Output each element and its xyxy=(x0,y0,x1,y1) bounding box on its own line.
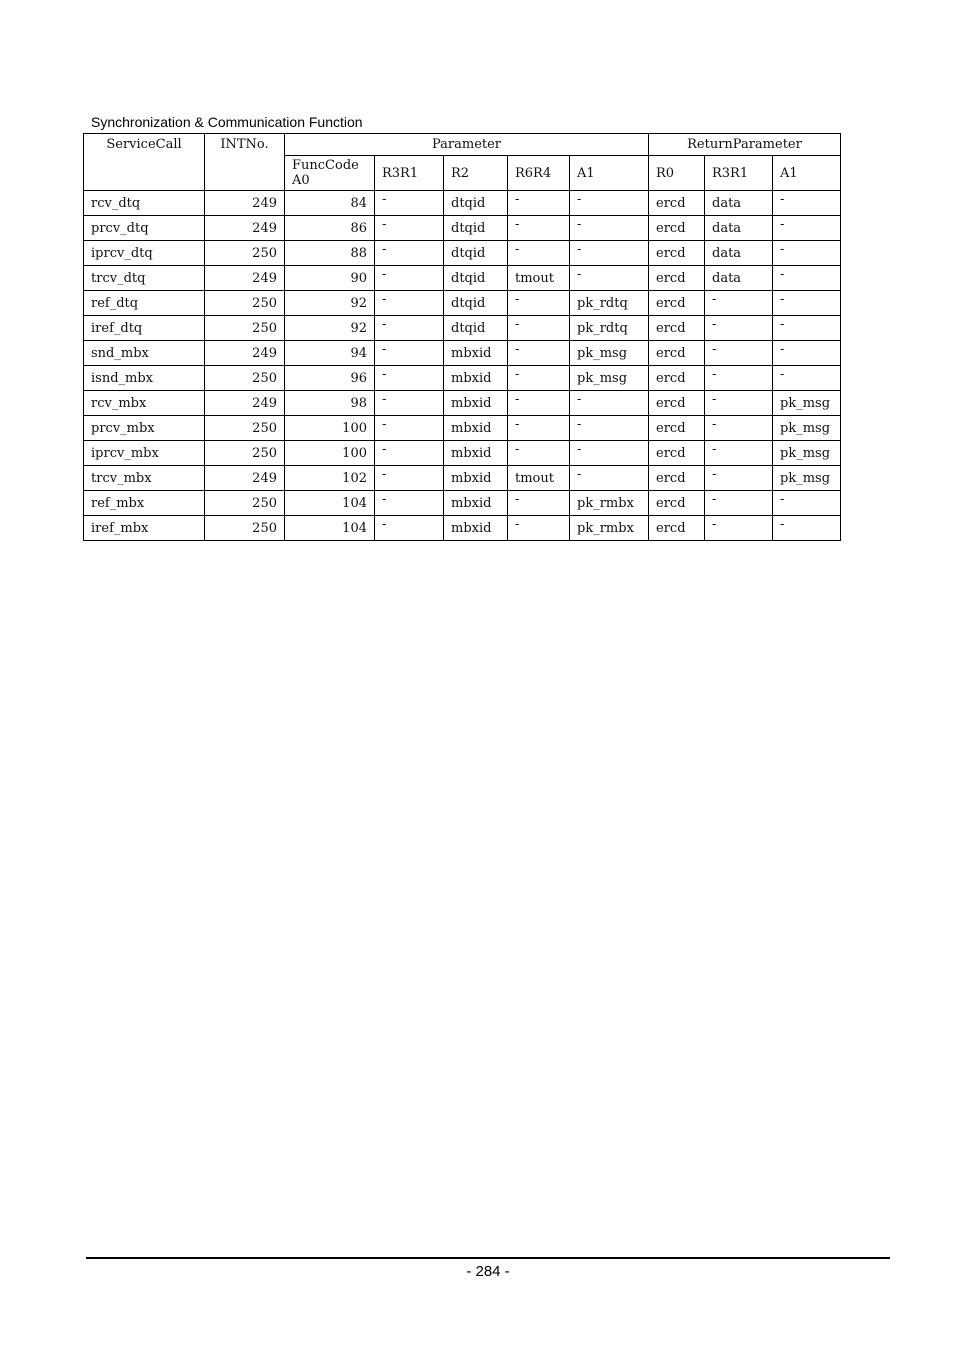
cell-return-a1: pk_msg xyxy=(773,391,841,416)
table-row xyxy=(84,316,841,341)
cell-int-no: 249 xyxy=(205,266,285,291)
cell-funccode: 100 xyxy=(285,416,375,441)
cell-a1: pk_msg xyxy=(570,341,649,366)
cell-return-a1: - xyxy=(773,191,841,216)
cell-funccode: 102 xyxy=(285,466,375,491)
cell-return-a1: pk_msg xyxy=(773,416,841,441)
cell-r3r1: - xyxy=(375,216,444,241)
header-service-call: ServiceCall xyxy=(84,134,205,191)
cell-r3r1: - xyxy=(375,391,444,416)
table-row xyxy=(84,416,841,441)
cell-a1: - xyxy=(570,391,649,416)
cell-service-call: ref_dtq xyxy=(84,291,205,316)
header-row-groups xyxy=(84,134,841,156)
cell-r0: ercd xyxy=(649,291,705,316)
table-row xyxy=(84,291,841,316)
cell-return-a1: - xyxy=(773,241,841,266)
cell-int-no: 249 xyxy=(205,191,285,216)
cell-service-call: iprcv_mbx xyxy=(84,441,205,466)
cell-r6r4: - xyxy=(508,441,570,466)
header-return-parameter-group: ReturnParameter xyxy=(649,134,841,156)
cell-service-call: ref_mbx xyxy=(84,491,205,516)
cell-r3r1: - xyxy=(375,516,444,541)
cell-funccode: 104 xyxy=(285,491,375,516)
cell-int-no: 250 xyxy=(205,491,285,516)
table-row xyxy=(84,216,841,241)
cell-funccode: 98 xyxy=(285,391,375,416)
cell-int-no: 249 xyxy=(205,216,285,241)
cell-r3r1: - xyxy=(375,441,444,466)
cell-int-no: 249 xyxy=(205,391,285,416)
cell-r6r4: - xyxy=(508,366,570,391)
cell-funccode: 84 xyxy=(285,191,375,216)
table-row xyxy=(84,241,841,266)
cell-r0: ercd xyxy=(649,441,705,466)
cell-a1: - xyxy=(570,241,649,266)
header-return-r3r1: R3R1 xyxy=(705,156,773,191)
table-row xyxy=(84,366,841,391)
table-row xyxy=(84,491,841,516)
page-number: - 284 - xyxy=(466,1263,510,1280)
cell-r0: ercd xyxy=(649,466,705,491)
cell-int-no: 250 xyxy=(205,291,285,316)
header-r2: R2 xyxy=(444,156,508,191)
cell-return-r3r1: - xyxy=(705,366,773,391)
cell-r2: mbxid xyxy=(444,341,508,366)
header-return-a1: A1 xyxy=(773,156,841,191)
cell-r6r4: - xyxy=(508,191,570,216)
cell-service-call: iref_dtq xyxy=(84,316,205,341)
cell-a1: - xyxy=(570,216,649,241)
cell-return-r3r1: - xyxy=(705,316,773,341)
cell-service-call: rcv_dtq xyxy=(84,191,205,216)
cell-r6r4: tmout xyxy=(508,266,570,291)
cell-r3r1: - xyxy=(375,366,444,391)
cell-service-call: rcv_mbx xyxy=(84,391,205,416)
table-row xyxy=(84,466,841,491)
cell-a1: - xyxy=(570,266,649,291)
cell-r3r1: - xyxy=(375,416,444,441)
cell-return-r3r1: data xyxy=(705,241,773,266)
cell-return-a1: - xyxy=(773,316,841,341)
cell-funccode: 104 xyxy=(285,516,375,541)
cell-return-a1: - xyxy=(773,341,841,366)
cell-r2: mbxid xyxy=(444,516,508,541)
cell-r2: mbxid xyxy=(444,491,508,516)
header-r6r4: R6R4 xyxy=(508,156,570,191)
cell-r0: ercd xyxy=(649,366,705,391)
cell-r6r4: - xyxy=(508,391,570,416)
cell-return-a1: pk_msg xyxy=(773,441,841,466)
cell-int-no: 249 xyxy=(205,341,285,366)
cell-r2: dtqid xyxy=(444,316,508,341)
cell-return-r3r1: data xyxy=(705,191,773,216)
cell-service-call: prcv_mbx xyxy=(84,416,205,441)
cell-service-call: iprcv_dtq xyxy=(84,241,205,266)
cell-return-r3r1: - xyxy=(705,341,773,366)
cell-int-no: 250 xyxy=(205,441,285,466)
cell-r3r1: - xyxy=(375,191,444,216)
cell-r0: ercd xyxy=(649,316,705,341)
cell-int-no: 250 xyxy=(205,241,285,266)
cell-return-r3r1: - xyxy=(705,416,773,441)
cell-service-call: prcv_dtq xyxy=(84,216,205,241)
cell-r0: ercd xyxy=(649,216,705,241)
footer-rule xyxy=(86,1257,890,1259)
cell-r3r1: - xyxy=(375,491,444,516)
cell-r3r1: - xyxy=(375,266,444,291)
cell-return-a1: pk_msg xyxy=(773,466,841,491)
cell-return-r3r1: - xyxy=(705,466,773,491)
cell-return-r3r1: - xyxy=(705,291,773,316)
cell-a1: pk_rdtq xyxy=(570,291,649,316)
cell-r6r4: tmout xyxy=(508,466,570,491)
cell-r2: mbxid xyxy=(444,366,508,391)
cell-return-a1: - xyxy=(773,366,841,391)
cell-r0: ercd xyxy=(649,341,705,366)
cell-a1: - xyxy=(570,416,649,441)
cell-r0: ercd xyxy=(649,241,705,266)
header-funccode xyxy=(285,156,375,191)
cell-return-r3r1: - xyxy=(705,516,773,541)
cell-return-r3r1: data xyxy=(705,216,773,241)
cell-return-a1: - xyxy=(773,516,841,541)
cell-r2: mbxid xyxy=(444,416,508,441)
cell-r0: ercd xyxy=(649,491,705,516)
cell-r6r4: - xyxy=(508,341,570,366)
cell-return-a1: - xyxy=(773,216,841,241)
table-row xyxy=(84,266,841,291)
cell-int-no: 250 xyxy=(205,516,285,541)
table-body xyxy=(84,191,841,541)
cell-service-call: iref_mbx xyxy=(84,516,205,541)
cell-a1: - xyxy=(570,441,649,466)
service-call-table xyxy=(83,133,841,541)
cell-return-r3r1: - xyxy=(705,491,773,516)
cell-r6r4: - xyxy=(508,491,570,516)
cell-r2: dtqid xyxy=(444,241,508,266)
cell-r2: mbxid xyxy=(444,466,508,491)
cell-funccode: 92 xyxy=(285,291,375,316)
cell-r2: dtqid xyxy=(444,191,508,216)
cell-r3r1: - xyxy=(375,341,444,366)
cell-r2: mbxid xyxy=(444,441,508,466)
cell-int-no: 250 xyxy=(205,416,285,441)
cell-r0: ercd xyxy=(649,416,705,441)
table-row xyxy=(84,191,841,216)
header-int-no: INTNo. xyxy=(205,134,285,191)
cell-return-r3r1: data xyxy=(705,266,773,291)
cell-r0: ercd xyxy=(649,391,705,416)
cell-r2: dtqid xyxy=(444,266,508,291)
header-a1: A1 xyxy=(570,156,649,191)
cell-a1: - xyxy=(570,191,649,216)
cell-r3r1: - xyxy=(375,241,444,266)
cell-funccode: 90 xyxy=(285,266,375,291)
cell-r3r1: - xyxy=(375,316,444,341)
cell-funccode: 92 xyxy=(285,316,375,341)
header-funccode-line2: A0 xyxy=(292,173,310,188)
cell-a1: pk_rmbx xyxy=(570,491,649,516)
header-parameter-group: Parameter xyxy=(285,134,649,156)
cell-service-call: trcv_dtq xyxy=(84,266,205,291)
cell-r3r1: - xyxy=(375,466,444,491)
table-caption: Synchronization & Communication Function xyxy=(91,114,363,130)
cell-int-no: 250 xyxy=(205,366,285,391)
cell-return-a1: - xyxy=(773,291,841,316)
cell-r0: ercd xyxy=(649,266,705,291)
cell-funccode: 86 xyxy=(285,216,375,241)
cell-a1: pk_rdtq xyxy=(570,316,649,341)
cell-return-r3r1: - xyxy=(705,391,773,416)
header-r0: R0 xyxy=(649,156,705,191)
cell-r2: dtqid xyxy=(444,216,508,241)
cell-a1: pk_msg xyxy=(570,366,649,391)
cell-r6r4: - xyxy=(508,316,570,341)
cell-int-no: 249 xyxy=(205,466,285,491)
table-row xyxy=(84,391,841,416)
cell-funccode: 94 xyxy=(285,341,375,366)
cell-return-a1: - xyxy=(773,266,841,291)
cell-service-call: snd_mbx xyxy=(84,341,205,366)
cell-r6r4: - xyxy=(508,241,570,266)
header-funccode-line1: FuncCode xyxy=(292,158,359,173)
cell-service-call: isnd_mbx xyxy=(84,366,205,391)
cell-r2: mbxid xyxy=(444,391,508,416)
cell-r6r4: - xyxy=(508,416,570,441)
cell-r2: dtqid xyxy=(444,291,508,316)
cell-a1: pk_rmbx xyxy=(570,516,649,541)
cell-funccode: 96 xyxy=(285,366,375,391)
table-row xyxy=(84,516,841,541)
cell-r0: ercd xyxy=(649,191,705,216)
cell-return-a1: - xyxy=(773,491,841,516)
table-row xyxy=(84,441,841,466)
cell-r6r4: - xyxy=(508,291,570,316)
cell-r0: ercd xyxy=(649,516,705,541)
cell-funccode: 88 xyxy=(285,241,375,266)
cell-a1: - xyxy=(570,466,649,491)
cell-r6r4: - xyxy=(508,516,570,541)
header-r3r1: R3R1 xyxy=(375,156,444,191)
cell-funccode: 100 xyxy=(285,441,375,466)
cell-return-r3r1: - xyxy=(705,441,773,466)
cell-r6r4: - xyxy=(508,216,570,241)
cell-service-call: trcv_mbx xyxy=(84,466,205,491)
table-row xyxy=(84,341,841,366)
cell-int-no: 250 xyxy=(205,316,285,341)
cell-r3r1: - xyxy=(375,291,444,316)
